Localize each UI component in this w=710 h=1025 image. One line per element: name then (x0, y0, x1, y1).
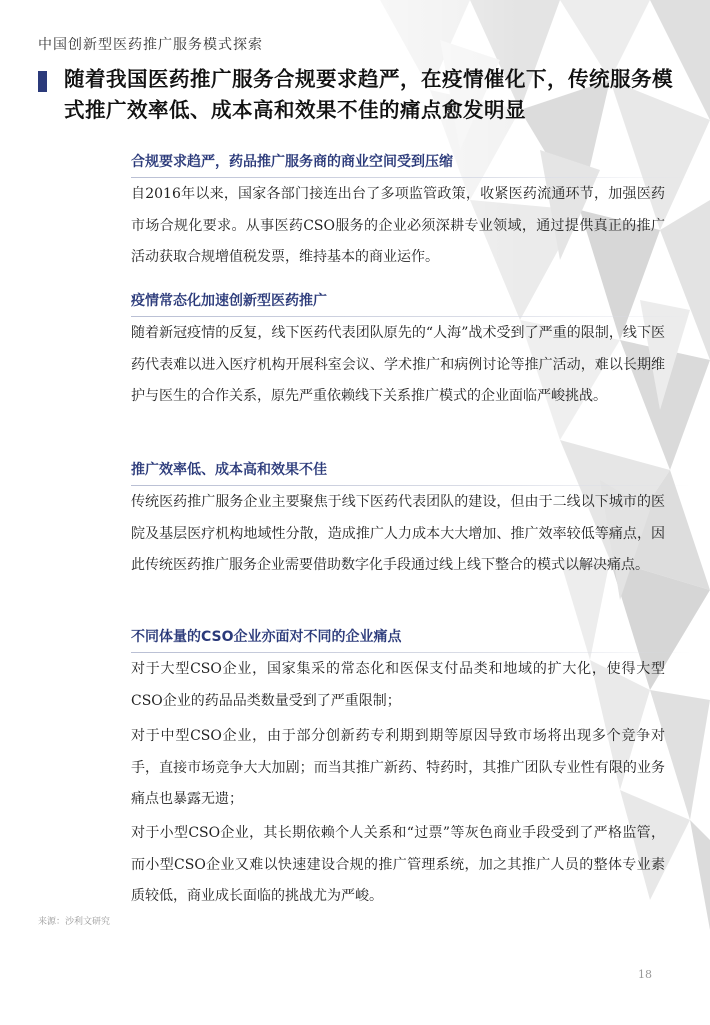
section-divider (131, 177, 691, 178)
paragraph-text: 随着新冠疫情的反复，线下医药代表团队原先的“人海”战术受到了严重的限制，线下医药代表难以进入医疗机构开展科室会议、学术推广和病例讨论等推广活动，难以长期维护与医生的合作关系，原先严重依赖线下关系推广模式的企业面临严峻挑战。 (131, 325, 665, 404)
paragraph-text: 自2016年以来，国家各部门接连出台了多项监管政策，收紧医药流通环节，加强医药市场合规化要求。从事医药CSO服务的企业必须深耕专业领域，通过提供真正的推广活动获取合规增值税发票，维持基本的商业运作。 (131, 186, 665, 265)
main-title: 随着我国医药推广服务合规要求趋严，在疫情催化下，传统服务模式推广效率低、成本高和效果不佳的痛点愈发明显 (64, 67, 673, 122)
section-heading-cso-size: 不同体量的CSO企业亦面对不同的企业痛点 (131, 629, 402, 645)
paragraph-text: 传统医药推广服务企业主要聚焦于线下医药代表团队的建设，但由于二线以下城市的医院及基层医疗机构地域性分散，造成推广人力成本大大增加、推广效率较低等痛点，因此传统医药推广服务企业需要借助数字化手段通过线上线下整合的模式以解决痛点。 (131, 494, 665, 573)
section-divider (131, 485, 691, 486)
section-heading-compliance: 合规要求趋严，药品推广服务商的商业空间受到压缩 (131, 154, 453, 170)
paragraph-efficiency (131, 487, 665, 582)
paragraph-text: 对于大型CSO企业，国家集采的常态化和医保支付品类和地域的扩大化，使得大型CSO企业的药品品类数量受到了严重限制； (131, 661, 665, 709)
section-divider (131, 316, 691, 317)
title-accent-bar (38, 71, 47, 92)
paragraph-text: 对于中型CSO企业，由于部分创新药专利期到期等原因导致市场将出现多个竞争对手，直接市场竞争大大加剧；而当其推广新药、特药时，其推广团队专业性有限的业务痛点也暴露无遗； (131, 728, 665, 807)
source-note: 来源：沙利文研究 (38, 917, 111, 927)
paragraph-pandemic (131, 318, 665, 413)
paragraph-text: 对于小型CSO企业，其长期依赖个人关系和“过票”等灰色商业手段受到了严格监管，而小型CSO企业又难以快速建设合规的推广管理系统，加之其推广人员的整体专业素质较低，商业成长面临的挑战尤为严峻。 (131, 825, 665, 904)
section-heading-efficiency: 推广效率低、成本高和效果不佳 (131, 462, 327, 478)
section-divider (131, 652, 691, 653)
paragraph-large-cso (131, 654, 665, 717)
paragraph-mid-cso (131, 721, 665, 816)
page-number: 18 (638, 968, 652, 981)
section-heading-pandemic: 疫情常态化加速创新型医药推广 (131, 293, 327, 309)
running-head: 中国创新型医药推广服务模式探索 (38, 37, 263, 53)
paragraph-compliance (131, 179, 665, 274)
paragraph-small-cso (131, 818, 665, 913)
